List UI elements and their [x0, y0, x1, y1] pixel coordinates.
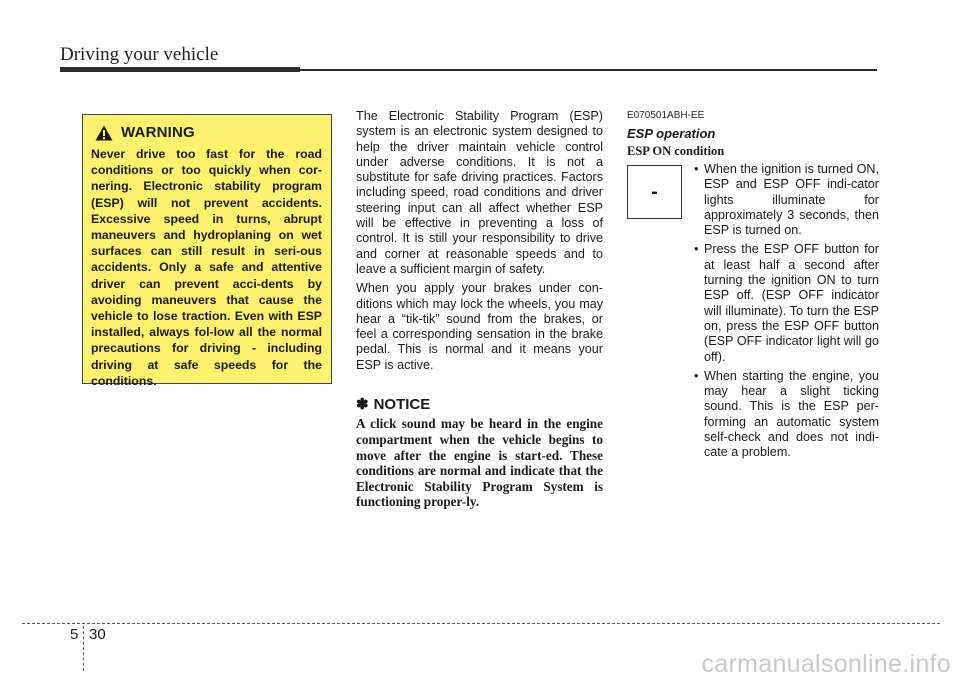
warning-header — [95, 124, 322, 141]
notice-title: NOTICE — [373, 396, 431, 414]
list-item: • When starting the engine, you may hear a slight ticking sound. This is the ESP per-forming an automatic system self-check and does not indi-cate a problem. — [694, 369, 879, 461]
section-title: ESP operation — [627, 126, 716, 141]
image-placeholder-box — [627, 165, 682, 219]
header-rule-thin — [300, 69, 877, 71]
list-item: • When the ignition is turned ON, ESP and ESP OFF indi-cator lights illuminate for approximately 3 seconds, then ESP is turned on. — [694, 162, 879, 238]
warning-triangle-icon — [95, 125, 113, 141]
notice-text: A click sound may be heard in the engine compartment when the vehicle begins to move after the engine is start-ed. These conditions are normal and indicate that the Electronic Stability Program System is functioning proper-ly. — [356, 416, 603, 510]
header-rule-thick — [60, 67, 300, 72]
warning-text: Never drive too fast for the road conditions or too quickly when cor-nering. Electronic stability program (ESP) will not prevent accidents. Excessive speed in turns, abrupt maneuvers and hydroplaning on wet surfaces can still result in seri-ous accidents. Only a safe and attentive driver can prevent acci-dents by avoiding maneuvers that cause the vehicle to lose traction. Even with ESP installed, always fol-low all the normal precautions for driving - including driving at safe speeds for the conditions. — [91, 147, 322, 388]
esp-on-bullet-list — [694, 162, 879, 461]
paragraph-brake-sound: When you apply your brakes under con-ditions which may lock the wheels, you may hear a “tik-tik” sound from the brakes, or feel a corresponding sensation in the brake pedal. This is normal and it means your ESP is active. — [356, 281, 603, 372]
right-column — [627, 110, 879, 465]
notice-heading — [356, 397, 603, 412]
notice-asterisk-icon: ✽ — [356, 396, 369, 414]
subsection-title: ESP ON condition — [627, 144, 725, 158]
footer-divider — [22, 623, 940, 624]
watermark: carmanualsonline.info — [701, 650, 951, 678]
page-number: 30 — [89, 626, 106, 643]
warning-title: WARNING — [121, 124, 195, 141]
page-header-title: Driving your vehicle — [60, 44, 219, 65]
image-placeholder-text: - — [651, 180, 658, 203]
chapter-number: 5 — [70, 626, 79, 643]
paragraph-esp-description: The Electronic Stability Program (ESP) system is an electronic system designed to help the driver maintain vehicle control under adverse conditions. It is not a substitute for safe driving practices. Factors including speed, road conditions and driver steering input can all affect whether ESP will be effective in preventing a loss of control. It is still your responsibility to drive and corner at reasonable speeds and to leave a sufficient margin of safety. — [356, 109, 603, 276]
section-code: E070501ABH-EE — [627, 110, 705, 121]
footer-vertical-divider — [83, 626, 84, 671]
warning-box — [82, 114, 332, 388]
middle-column — [356, 109, 603, 514]
list-item: • Press the ESP OFF button for at least half a second after turning the ignition ON to turn ESP off. (ESP OFF indicator will illuminate). To turn the ESP on, press the ESP OFF button (ESP OFF indicator light will go off). — [694, 242, 879, 364]
